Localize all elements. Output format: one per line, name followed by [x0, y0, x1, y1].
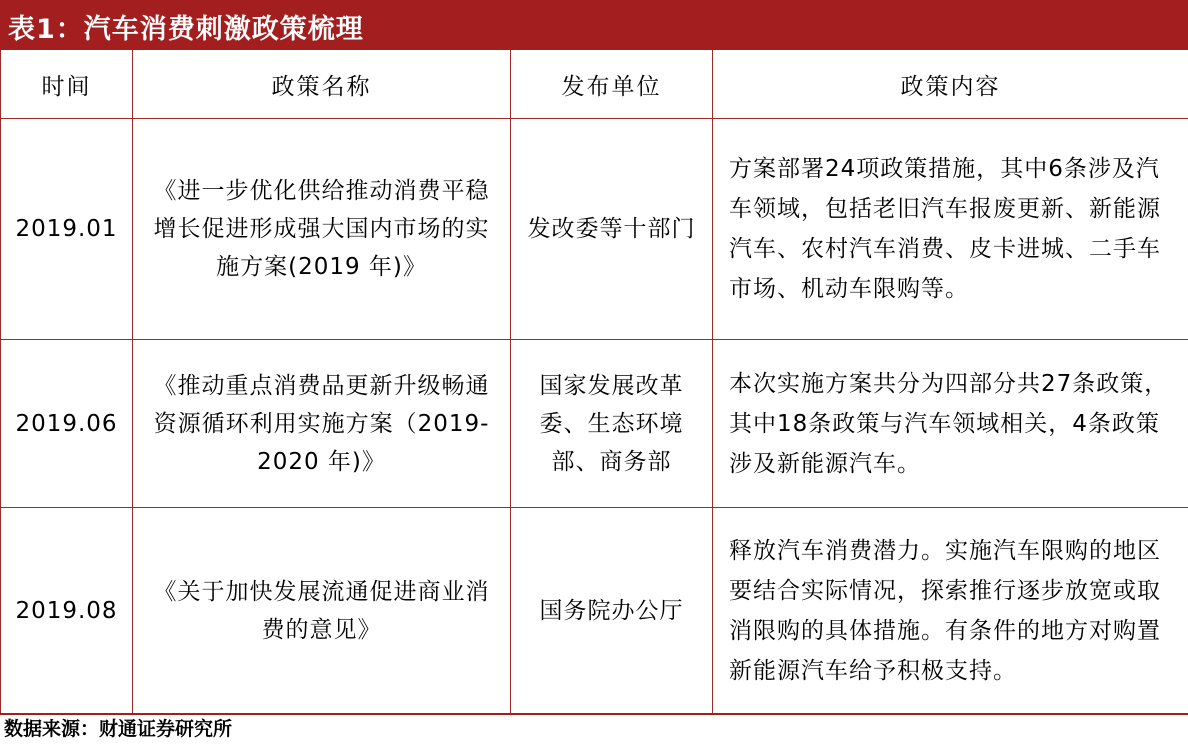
- row-policy-name: 《推动重点消费品更新升级畅通资源循环利用实施方案（2019-2020 年)》: [133, 340, 511, 508]
- policy-table: [0, 50, 1188, 715]
- row-policy-content: 本次实施方案共分为四部分共27条政策，其中18条政策与汽车领域相关，4条政策涉及新能源汽车。: [713, 340, 1188, 508]
- table-row: [1, 340, 1188, 508]
- row-time: 2019.06: [1, 340, 133, 508]
- row-issuer: 国务院办公厅: [511, 508, 713, 715]
- table-row: [1, 508, 1188, 715]
- table-title: 表1：汽车消费刺激政策梳理: [8, 14, 364, 45]
- header-issuer: 发布单位: [511, 50, 713, 119]
- row-issuer: 发改委等十部门: [511, 119, 713, 340]
- row-issuer: 国家发展改革委、生态环境部、商务部: [511, 340, 713, 508]
- header-policy-name: 政策名称: [133, 50, 511, 119]
- row-policy-content: 方案部署24项政策措施，其中6条涉及汽车领域，包括老旧汽车报废更新、新能源汽车、农村汽车消费、皮卡进城、二手车市场、机动车限购等。: [713, 119, 1188, 340]
- table-title-bar: [0, 0, 1188, 50]
- row-policy-name: 《关于加快发展流通促进商业消费的意见》: [133, 508, 511, 715]
- data-source-note: 数据来源：财通证券研究所: [4, 718, 233, 740]
- table-header-row: [1, 50, 1188, 119]
- table-row: [1, 119, 1188, 340]
- row-time: 2019.01: [1, 119, 133, 340]
- row-policy-content: 释放汽车消费潜力。实施汽车限购的地区要结合实际情况，探索推行逐步放宽或取消限购的具体措施。有条件的地方对购置新能源汽车给予积极支持。: [713, 508, 1188, 715]
- header-policy-content: 政策内容: [713, 50, 1188, 119]
- row-time: 2019.08: [1, 508, 133, 715]
- row-policy-name: 《进一步优化供给推动消费平稳增长促进形成强大国内市场的实施方案(2019 年)》: [133, 119, 511, 340]
- header-time: 时间: [1, 50, 133, 119]
